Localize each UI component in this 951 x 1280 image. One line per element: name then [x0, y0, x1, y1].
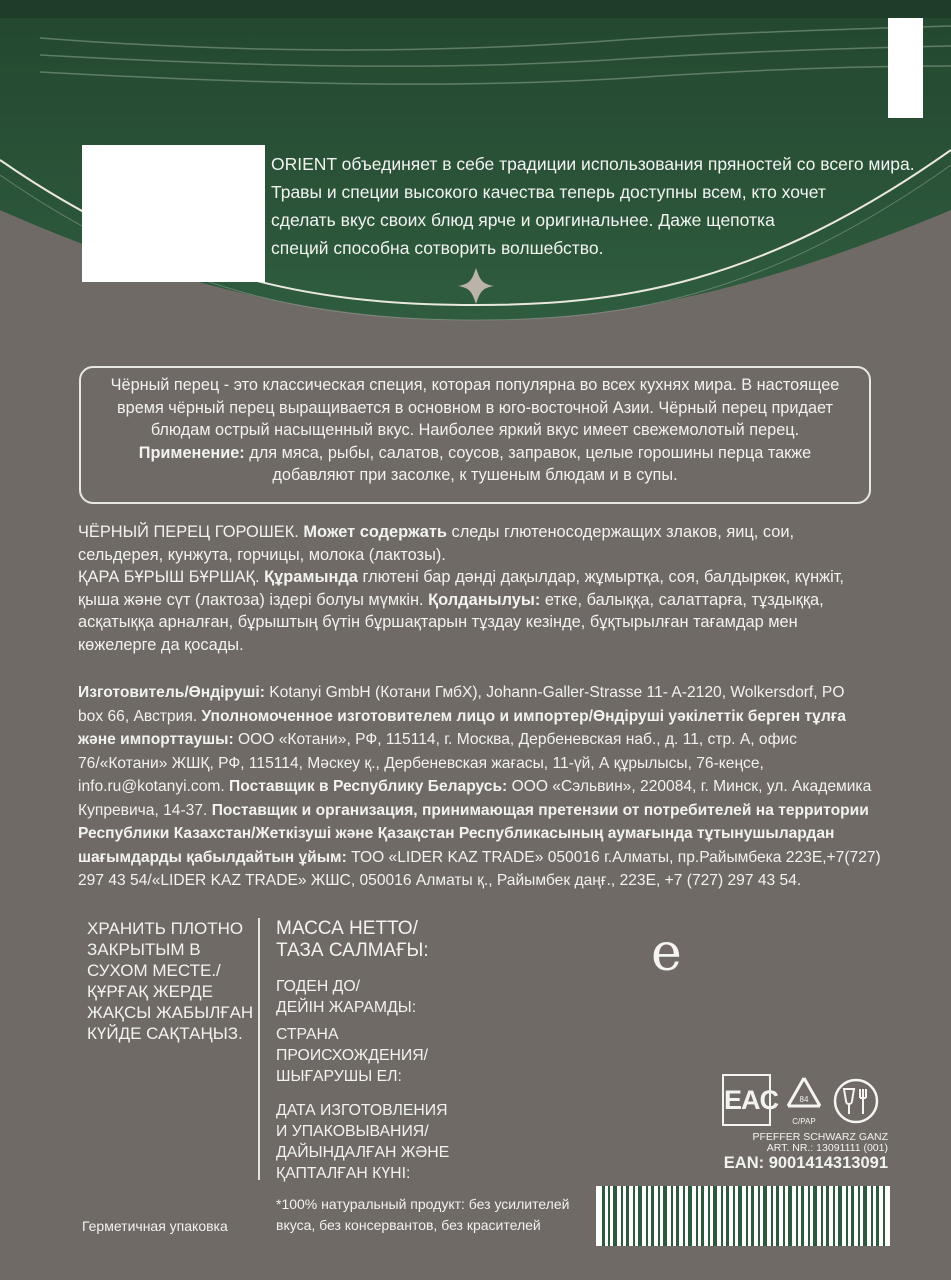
- intro-line: сделать вкус своих блюд ярче и оригинальнее. Даже щепотка: [271, 210, 775, 230]
- recycle-label: C/PAP: [792, 1117, 816, 1126]
- desc-line: блюдам острый насыщенный вкус. Наиболее яркий вкус имеет свежемолотый перец.: [150, 421, 800, 440]
- natural-product-note: *100% натуральный продукт: без усилителей вкуса, без консервантов, без красителей: [276, 1196, 570, 1233]
- ean-number: EAN: 9001414313091: [723, 1154, 888, 1172]
- brand-intro: [271, 150, 915, 262]
- desc-line: Чёрный перец - это классическая специя, которая популярна во всех кухнях мира. В настоящее: [110, 376, 840, 394]
- ru-product-title: ЧЁРНЫЙ ПЕРЕЦ ГОРОШЕК.: [78, 523, 299, 541]
- net-mass-label: МАССА НЕТТО/ ТАЗА САЛМАҒЫ:: [276, 918, 429, 961]
- window-cutout-top-right: [888, 18, 923, 118]
- usage-line: Применение: для мяса, рыбы, салатов, соусов, заправок, целые горошины перца также: [138, 443, 812, 462]
- eac-mark: EAC: [722, 1074, 771, 1126]
- production-date-label: ДАТА ИЗГОТОВЛЕНИЯ И УПАКОВЫВАНИЯ/ ДАЙЫНДАЛҒАН ЖӘНЕ ҚАПТАЛҒАН КҮНІ:: [276, 1102, 450, 1182]
- origin-label: СТРАНА ПРОИСХОЖДЕНИЯ/ ШЫҒАРУШЫ ЕЛ:: [276, 1026, 429, 1085]
- intro-line: Травы и специи высокого качества теперь доступны всем, кто хочет: [271, 182, 826, 202]
- composition: ЧЁРНЫЙ ПЕРЕЦ ГОРОШЕК. Может содержать следы глютеносодержащих злаков, яиц, сои, сельдерея, кунжута, горчицы, молока (лактозы). ҚАРА БҰРЫШ БҰРШАҚ. Құрамында глютені бар дәнді дақылдар, жұмыртқа, соя, балдыркөк, күнжіт, қыша және сүт (лактоза) іздері болуы мүмкін. Қолданылуы: етке, балыққа, салаттарға, тұздыққа, асқатыққа арналған, бұрыштың бүтін бұршақтарын тұздау кезінде, бұқтырылған тағамдар мен көжелерге да қосады.: [78, 523, 844, 654]
- window-cutout-left: [82, 145, 265, 282]
- barcode: [596, 1186, 890, 1246]
- kz-product-title: ҚАРА БҰРЫШ БҰРШАҚ.: [78, 568, 260, 587]
- recycle-icon: [780, 1072, 828, 1128]
- estimated-sign-icon: e: [651, 923, 682, 983]
- recycle-code: 84: [799, 1095, 809, 1104]
- product-description: [79, 374, 871, 487]
- usage-line: добавляют при засолке, к тушеным блюдам и в супы.: [272, 466, 678, 485]
- usage-label: Применение:: [138, 443, 245, 462]
- product-code: PFEFFER SCHWARZ GANZ ART. NR.: 13091111 (001): [752, 1131, 888, 1154]
- manufacturer-info: Изготовитель/Өндіруші: Kotanyi GmbH (Котани ГмбХ), Johann-Galler-Strasse 11- A-2120, Wolkersdorf, PO box 66, Австрия. Уполномоченное изготовителем лицо и импортер/Өндіруші уәкілеттік берген тұлға және импорттаушы: ООО «Котани», РФ, 115114, г. Москва, Дербеневская наб., д. 11, стр. А, офис 76/«Котани» ЖШҚ, РФ, 115114, Мәскеу қ., Дербеневская жағасы, 11-үй, А құрылысы, 76-кеңсе, info.ru@kotanyi.com. Поставщик в Республику Беларусь: ООО «Сэльвин», 220084, г. Минск, ул. Академика Купревича, 14-37. Поставщик и организация, принимающая претензии от потребителей на территории Республики Казахстан/Жеткізуші және Қазақстан Республикасының аумағында тұтынушылардан шағымдарды қабылдайтын ұйым: ТОО «LIDER KAZ TRADE» 050016 г.Алматы, пр.Райымбека 223Е,+7(727) 297 43 54/«LIDER KAZ TRADE» ЖШС, 050016 Алматы қ., Райымбек даңғ., 223Е, +7 (727) 297 43 54.: [78, 684, 881, 889]
- food-contact-icon: [831, 1077, 881, 1125]
- intro-line: специй способна сотворить волшебство.: [271, 238, 604, 258]
- hermetic-packaging-note: Герметичная упаковка: [82, 1218, 228, 1234]
- desc-line: время чёрный перец выращивается в основном в юго-восточной Азии. Чёрный перец придает: [117, 398, 833, 417]
- best-before-label: ГОДЕН ДО/ ДЕЙІН ЖАРАМДЫ:: [276, 978, 417, 1016]
- intro-line: ORIENT объединяет в себе традиции использования пряностей со всего мира.: [271, 154, 915, 174]
- storage-instructions: ХРАНИТЬ ПЛОТНО ЗАКРЫТЫМ В СУХОМ МЕСТЕ./ ҚҰРҒАҚ ЖЕРДЕ ЖАҚСЫ ЖАБЫЛҒАН КҮЙДЕ САҚТАҢЫЗ.: [87, 919, 254, 1043]
- column-divider: [258, 918, 260, 1180]
